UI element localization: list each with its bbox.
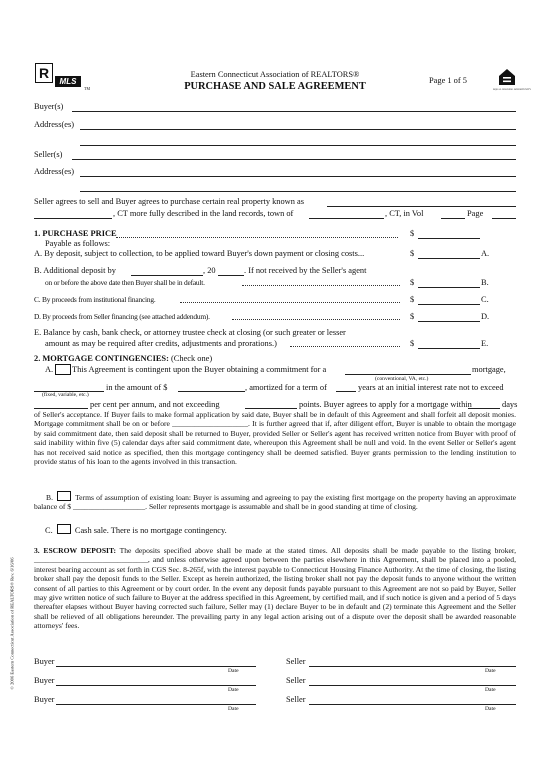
- purchase-price-dollar: $: [410, 229, 415, 238]
- seller-field[interactable]: [72, 159, 516, 160]
- item-a-text: A. By deposit, subject to collection, to be applied toward Buyer's down payment or closing costs...: [34, 249, 365, 258]
- realtor-mark: R: [38, 65, 50, 81]
- item-d-text: D. By proceeds from Seller financing (see attached addendum).: [34, 312, 210, 321]
- mortgage-rate-note: (fixed, variable, etc.): [42, 392, 89, 398]
- seller-date-label-1: Date: [485, 668, 496, 674]
- mortgage-a-text-2b: , amortized for a term of: [245, 383, 327, 392]
- seller-address-field[interactable]: [80, 176, 516, 177]
- buyer-sig-label-3: Buyer: [34, 695, 55, 704]
- vol-field[interactable]: [441, 218, 465, 219]
- item-b-text-b: , 20: [203, 266, 216, 275]
- item-b-year-field[interactable]: [218, 275, 244, 276]
- mortgage-term-field[interactable]: [336, 391, 356, 392]
- mortgage-rate-field[interactable]: [34, 408, 88, 409]
- seller-sig-label-3: Seller: [286, 695, 306, 704]
- buyer-signature-1[interactable]: [56, 666, 256, 667]
- page-field[interactable]: [492, 218, 516, 219]
- item-e-text-1: E. Balance by cash, bank check, or attorney trustee check at closing (or such greater or lesser: [34, 328, 346, 337]
- mortgage-c-checkbox[interactable]: [57, 524, 71, 534]
- mortgage-a-text-2a: in the amount of $: [106, 383, 168, 392]
- mortgage-a-text-3c: days: [502, 400, 518, 409]
- seller-sig-label-1: Seller: [286, 657, 306, 666]
- item-d-letter: D.: [481, 312, 490, 321]
- item-b-dollar: $: [410, 278, 415, 287]
- item-b-amount-field[interactable]: [131, 275, 203, 276]
- mortgage-heading-row: [34, 354, 212, 364]
- intro-line-2a: , CT more fully described in the land records, town of: [113, 209, 294, 218]
- buyer-date-label-2: Date: [228, 687, 239, 693]
- mortgage-amount-field[interactable]: [178, 391, 245, 392]
- item-b-text-a: B. Additional deposit by: [34, 266, 116, 275]
- mortgage-type-note: (conventional, VA, etc.): [375, 376, 429, 382]
- item-a-dollar: $: [410, 249, 415, 258]
- mortgage-a-text-1-end: mortgage,: [472, 365, 506, 374]
- item-c-leader: [180, 302, 400, 303]
- buyer-address-label: Address(es): [34, 120, 75, 129]
- mortgage-b-text: Terms of assumption of existing loan: Buyer is assuming and agreeing to pay the existing first mortgage on the property having an approximate balance of $ ___________________. Seller represents mortgage is assumable and shall be in good standing at time of closing.: [34, 493, 516, 512]
- intro-line-1: Seller agrees to sell and Buyer agrees to purchase certain real property known as: [34, 197, 304, 206]
- buyer-date-label-3: Date: [228, 706, 239, 712]
- town-field[interactable]: [309, 218, 384, 219]
- escrow-heading: 3. ESCROW DEPOSIT:: [34, 546, 117, 555]
- item-e-dollar: $: [410, 339, 415, 348]
- item-a-field[interactable]: [418, 258, 480, 259]
- mls-label: MLS: [59, 77, 77, 86]
- mortgage-c-text: Cash sale. There is no mortgage contingency.: [74, 526, 227, 535]
- buyer-signature-2[interactable]: [56, 685, 256, 686]
- intro-line-2c: Page: [467, 209, 484, 218]
- item-e-letter: E.: [481, 339, 489, 348]
- mortgage-c-label: C.: [45, 526, 53, 535]
- item-c-letter: C.: [481, 295, 489, 304]
- property-field-2[interactable]: [34, 218, 112, 219]
- seller-signature-2[interactable]: [309, 685, 516, 686]
- buyer-address-field-2[interactable]: [80, 145, 516, 146]
- item-a-letter: A.: [481, 249, 490, 258]
- mortgage-a-text-1: This Agreement is contingent upon the Buyer obtaining a commitment for a: [72, 365, 327, 374]
- payable-label: Payable as follows:: [45, 239, 111, 248]
- equal-housing-label: EQUAL HOUSING OPPORTUNITY: [493, 88, 532, 91]
- buyer-label: Buyer(s): [34, 102, 64, 111]
- item-c-dollar: $: [410, 295, 415, 304]
- mortgage-points-field[interactable]: [245, 408, 297, 409]
- item-b-letter: B.: [481, 278, 489, 287]
- mortgage-heading-note: (Check one): [170, 354, 213, 363]
- purchase-price-field[interactable]: [418, 238, 480, 239]
- seller-label: Seller(s): [34, 150, 63, 159]
- purchase-price-leader: [116, 237, 398, 238]
- escrow-text: The deposits specified above shall be made at the stated times. All deposits shall be made payable to the listing broker, ______________________________, and unless otherwise agreed upon between the parties elsewhere in this Agreement, shall be placed into a pooled, interest bearing account as set forth in CGS Sec. 8-265f, with the interest payable to Connecticut Housing Finance Authority. At the time of closing, the listing broker shall pay the deposit funds to the Seller. Except as herein authorized, the listing broker shall not pay the deposit funds to anyone without the written consent of all parties to this Agreement or by court order. In the event any deposit funds payable pursuant to this Agreement are not so paid by Buyer, Seller may give written notice of such failure to Buyer at the address specified in this Agreement, by certified mail, and if such notice is given and a period of 5 days thereafter elapses without Buyer having corrected such failure, Seller may (1) declare Buyer to be in default and (2) terminate this Agreement and the Seller shall be relieved of all obligations hereunder. The prevailing party in any legal action arising out of a dispute over the deposit shall be awarded reasonable attorneys' fees.: [34, 546, 517, 631]
- copyright-footer: © 2006 Eastern Connecticut Association of REALTORS® Rev. 6/16/06: [9, 557, 15, 690]
- mortgage-c-row: [45, 524, 227, 536]
- buyer-field[interactable]: [72, 111, 516, 112]
- seller-date-label-3: Date: [485, 706, 496, 712]
- page-title: PURCHASE AND SALE AGREEMENT: [184, 81, 366, 92]
- seller-address-label: Address(es): [34, 167, 75, 176]
- item-d-leader: [232, 319, 400, 320]
- association-name: Eastern Connecticut Association of REALTORS®: [190, 70, 360, 79]
- page-number: Page 1 of 5: [429, 76, 467, 85]
- buyer-signature-3[interactable]: [56, 704, 256, 705]
- item-e-field[interactable]: [418, 348, 480, 349]
- seller-signature-3[interactable]: [309, 704, 516, 705]
- buyer-address-field[interactable]: [80, 129, 516, 130]
- mortgage-a-text-3b: points. Buyer agrees to apply for a mortgage within: [299, 400, 472, 409]
- mortgage-a-label: A.: [45, 365, 54, 374]
- mortgage-a-checkbox[interactable]: [55, 364, 71, 375]
- seller-date-label-2: Date: [485, 687, 496, 693]
- item-b-leader: [242, 285, 400, 286]
- item-d-dollar: $: [410, 312, 415, 321]
- item-c-field[interactable]: [418, 304, 480, 305]
- intro-line-2b: , CT, in Vol: [385, 209, 424, 218]
- mortgage-a-text-3a: per cent per annum, and not exceeding: [90, 400, 220, 409]
- mortgage-a-text-2c: years at an initial interest rate not to exceed: [358, 383, 504, 392]
- purchase-price-heading: 1. PURCHASE PRICE: [34, 229, 117, 238]
- item-d-field[interactable]: [418, 321, 480, 322]
- mls-tm: TM: [84, 86, 90, 91]
- item-b-text-c: . If not received by the Seller's agent: [244, 266, 367, 275]
- buyer-date-label-1: Date: [228, 668, 239, 674]
- mortgage-type-field[interactable]: [345, 374, 471, 375]
- item-b-text-2: on or before the above date then Buyer shall be in default.: [45, 278, 205, 287]
- property-field[interactable]: [327, 206, 516, 207]
- escrow-section: [34, 546, 516, 631]
- item-e-text-2: amount as may be required after credits, adjustments and prorations.): [45, 339, 277, 348]
- seller-sig-label-2: Seller: [286, 676, 306, 685]
- mortgage-a-body: of Seller's acceptance. If Buyer fails to make formal application by said date, Buyer shall be in default of this Agreement and shall forfeit all deposit monies. Mortgage commitment shall be on or before ____________________. It is further agreed that if, after diligent effort, Buyer is unable to obtain the mortgage by said commitment date, then said deposit shall be returned to Buyer, provided Seller or Seller's agent has received written notice from Buyer with proof of said inability within five (5) calendar days after said commitment date, whereupon this Agreement shall be null and void. In the event Seller or Seller's agent has not received said notice as specified, then this mortgage contingency shall be deemed satisfied. Buyer grants permission to the lending institution to provide status of his loan to the agents involved in this transaction.: [34, 410, 516, 467]
- seller-address-field-2[interactable]: [80, 191, 516, 192]
- mortgage-heading: 2. MORTGAGE CONTINGENCIES:: [34, 354, 169, 363]
- mortgage-b-label: B.: [46, 493, 53, 502]
- mortgage-b-row: [34, 491, 516, 512]
- item-e-leader: [290, 346, 400, 347]
- mortgage-days-field[interactable]: [468, 408, 500, 409]
- buyer-sig-label-1: Buyer: [34, 657, 55, 666]
- item-c-text: C. By proceeds from institutional financing.: [34, 295, 156, 304]
- buyer-sig-label-2: Buyer: [34, 676, 55, 685]
- mortgage-b-checkbox[interactable]: [57, 491, 71, 501]
- item-b-field[interactable]: [418, 287, 480, 288]
- seller-signature-1[interactable]: [309, 666, 516, 667]
